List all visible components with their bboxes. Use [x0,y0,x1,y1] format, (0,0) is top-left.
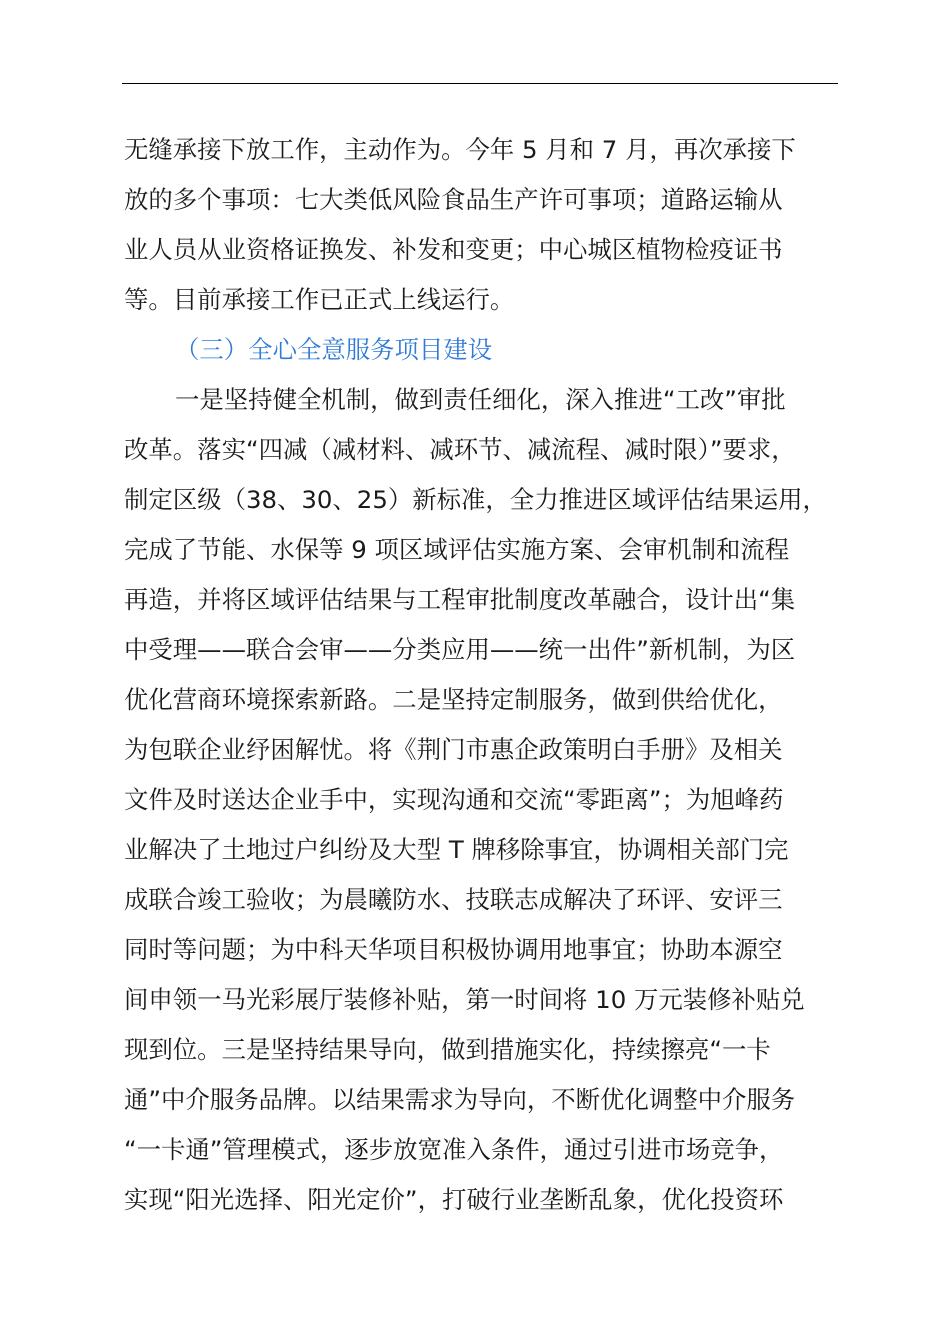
body-line: 间申领一马光彩展厅装修补贴，第一时间将 10 万元装修补贴兑 [124,985,805,1014]
body-line: 同时等问题；为中科天华项目积极协调用地事宜；协助本源空 [124,935,783,964]
body-line: 制定区级（38、30、25）新标准，全力推进区域评估结果运用， [124,485,827,514]
body-line: 成联合竣工验收；为晨曦防水、技联志成解决了环评、安评三 [124,885,783,914]
body-line: 等。目前承接工作已正式上线运行。 [124,285,515,314]
body-line: 改革。落实“四减（减材料、减环节、减流程、减时限）”要求， [124,435,796,464]
body-line: “一卡通”管理模式，逐步放宽准入条件，通过引进市场竞争， [124,1135,784,1164]
body-line: 为包联企业纾困解忧。将《荆门市惠企政策明白手册》及相关 [124,735,783,764]
body-line: 现到位。三是坚持结果导向，做到措施实化，持续擦亮“一卡 [124,1035,771,1064]
body-line: 放的多个事项：七大类低风险食品生产许可事项；道路运输从 [124,185,783,214]
section-heading: （三）全心全意服务项目建设 [175,335,493,364]
body-line: 再造，并将区域评估结果与工程审批制度改革融合，设计出“集 [124,585,796,614]
body-line: 无缝承接下放工作，主动作为。今年 5 月和 7 月，再次承接下 [124,135,796,164]
body-line: 业解决了土地过户纠纷及大型 T 牌移除事宜，协调相关部门完 [124,835,789,864]
document-body [124,128,864,1228]
paragraph-first-line: 一是坚持健全机制，做到责任细化，深入推进“工改”审批 [175,385,786,414]
body-line: 文件及时送达企业手中，实现沟通和交流“零距离”；为旭峰药 [124,785,784,814]
body-line: 业人员从业资格证换发、补发和变更；中心城区植物检疫证书 [124,235,783,264]
body-line: 通”中介服务品牌。以结果需求为导向，不断优化调整中介服务 [124,1085,796,1114]
body-line: 实现“阳光选择、阳光定价”，打破行业垄断乱象，优化投资环 [124,1185,784,1214]
header-rule [122,83,838,84]
body-line: 中受理——联合会审——分类应用——统一出件”新机制，为区 [124,635,796,664]
body-line: 完成了节能、水保等 9 项区域评估实施方案、会审机制和流程 [124,535,790,564]
body-line: 优化营商环境探索新路。二是坚持定制服务，做到供给优化， [124,685,783,714]
